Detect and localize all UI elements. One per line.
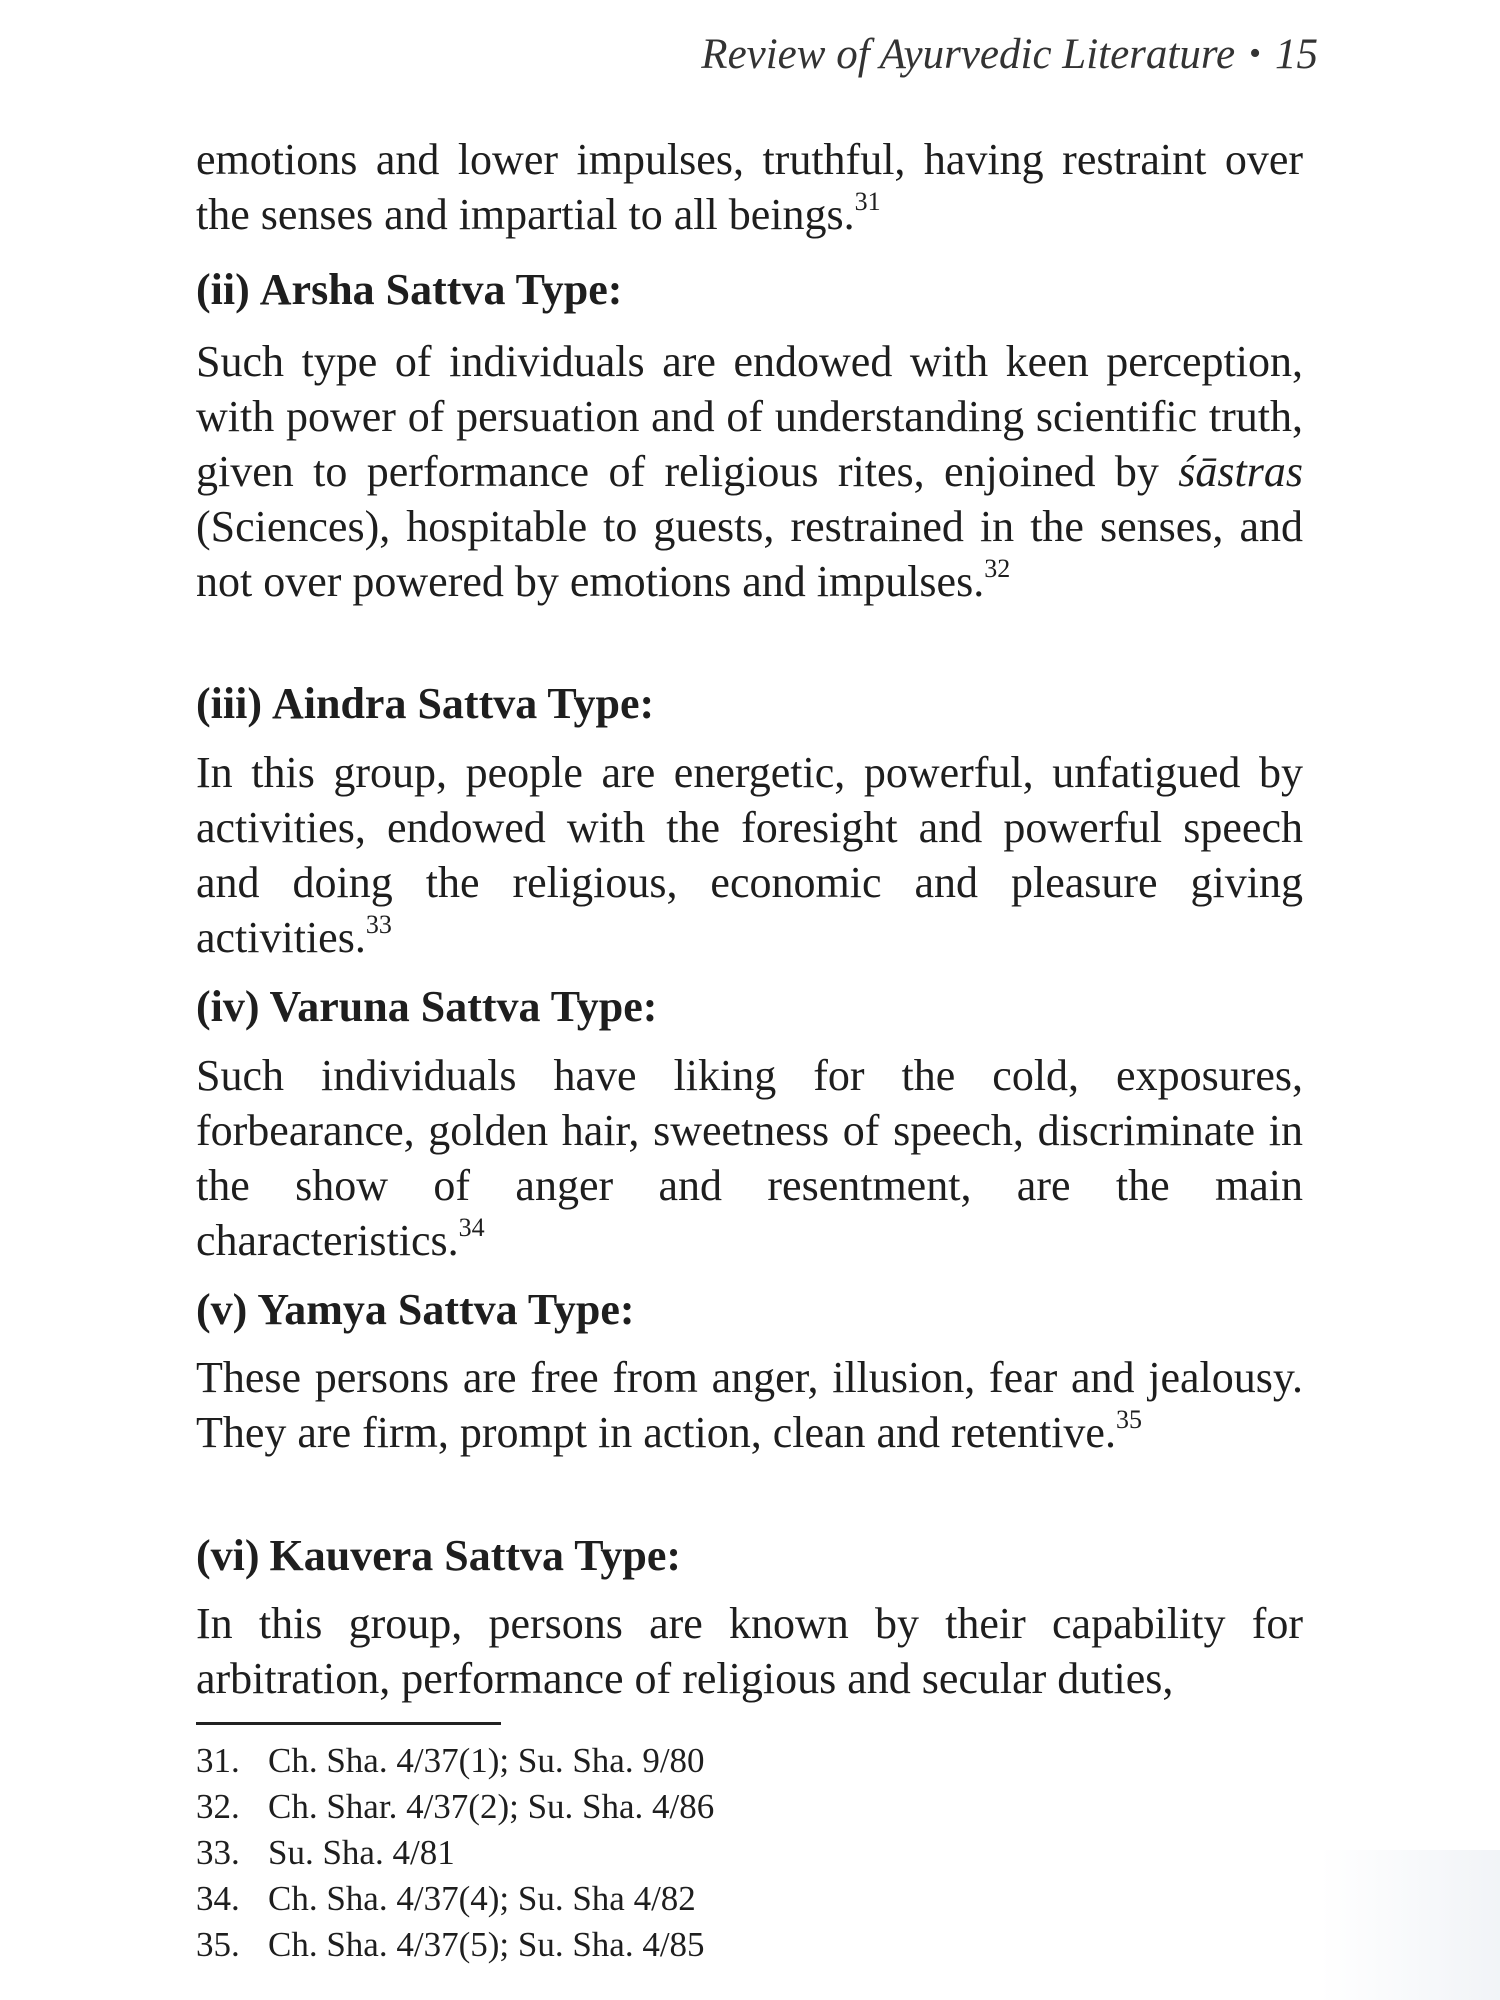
section-heading-kauvera (196, 1528, 681, 1583)
footnote-text: Ch. Shar. 4/37(2); Su. Sha. 4/86 (268, 1787, 715, 1826)
footnote-text: Ch. Sha. 4/37(5); Su. Sha. 4/85 (268, 1925, 705, 1964)
section-numeral: (iii) (196, 679, 262, 728)
section-title: Varuna Sattva Type: (269, 982, 658, 1031)
footnote-text: Ch. Sha. 4/37(4); Su. Sha 4/82 (268, 1879, 696, 1918)
footnote-item (196, 1922, 714, 1968)
paragraph-text: In this group, people are energetic, powerful, unfatigued by activities, endowed with the foresight and powerful speech and doing the religious, economic and pleasure giving activities. (196, 748, 1303, 962)
footnote-text: Ch. Sha. 4/37(1); Su. Sha. 9/80 (268, 1741, 705, 1780)
footnote-number: 34. (196, 1879, 240, 1918)
section-paragraph-aindra (196, 745, 1303, 965)
scan-edge-shadow (1320, 1850, 1500, 2000)
footnote-item (196, 1876, 714, 1922)
footnote-number: 31. (196, 1741, 240, 1780)
section-heading-varuna (196, 979, 657, 1034)
intro-text: emotions and lower impulses, truthful, having restraint over the senses and impartial to all beings. (196, 135, 1303, 239)
footnotes-list (196, 1738, 714, 1968)
footnote-ref: 34 (458, 1213, 485, 1242)
footnote-number: 35. (196, 1925, 240, 1964)
footnote-ref: 35 (1115, 1405, 1142, 1434)
section-paragraph-yamya (196, 1350, 1303, 1460)
running-title: Review of Ayurvedic Literature (701, 31, 1236, 78)
footnote-rule (196, 1722, 501, 1725)
section-title: Arsha Sattva Type: (259, 265, 623, 314)
section-title: Aindra Sattva Type: (271, 679, 655, 728)
section-heading-yamya (196, 1282, 635, 1337)
footnote-number: 32. (196, 1787, 240, 1826)
section-title: Kauvera Sattva Type: (269, 1531, 681, 1580)
section-numeral: (iv) (196, 982, 260, 1031)
footnote-text: Su. Sha. 4/81 (268, 1833, 455, 1872)
footnote-number: 33. (196, 1833, 240, 1872)
intro-paragraph (196, 132, 1303, 242)
section-paragraph-varuna (196, 1048, 1303, 1268)
footnote-item (196, 1738, 714, 1784)
sastras-term: śāstras (1178, 447, 1303, 496)
footnote-ref: 32 (984, 554, 1011, 583)
section-numeral: (ii) (196, 265, 250, 314)
section-paragraph-kauvera (196, 1596, 1303, 1706)
section-numeral: (vi) (196, 1531, 260, 1580)
section-heading-aindra (196, 676, 654, 731)
section-heading-arsha (196, 262, 622, 317)
page-number: 15 (1275, 31, 1318, 78)
footnote-item (196, 1830, 714, 1876)
paragraph-text: In this group, persons are known by their capability for arbitration, performance of religious and secular duties, (196, 1599, 1303, 1703)
header-separator: • (1249, 35, 1261, 72)
section-numeral: (v) (196, 1285, 248, 1334)
running-header (701, 30, 1318, 79)
section-title: Yamya Sattva Type: (257, 1285, 635, 1334)
footnote-ref: 33 (365, 910, 392, 939)
section-paragraph-arsha (196, 334, 1303, 609)
footnote-item (196, 1784, 714, 1830)
paragraph-text: (Sciences), hospitable to guests, restrained in the senses, and not over powered by emotions and impulses. (196, 502, 1303, 606)
paragraph-text: These persons are free from anger, illusion, fear and jealousy. They are firm, prompt in action, clean and retentive. (196, 1353, 1303, 1457)
footnote-ref: 31 (854, 187, 881, 216)
paragraph-text: Such individuals have liking for the cold, exposures, forbearance, golden hair, sweetness of speech, discriminate in the show of anger and resentment, are the main characteristics. (196, 1051, 1303, 1265)
paragraph-text: Such type of individuals are endowed with keen perception, with power of persuation and of understanding scientific truth, given to performance of religious rites, enjoined by (196, 337, 1303, 496)
